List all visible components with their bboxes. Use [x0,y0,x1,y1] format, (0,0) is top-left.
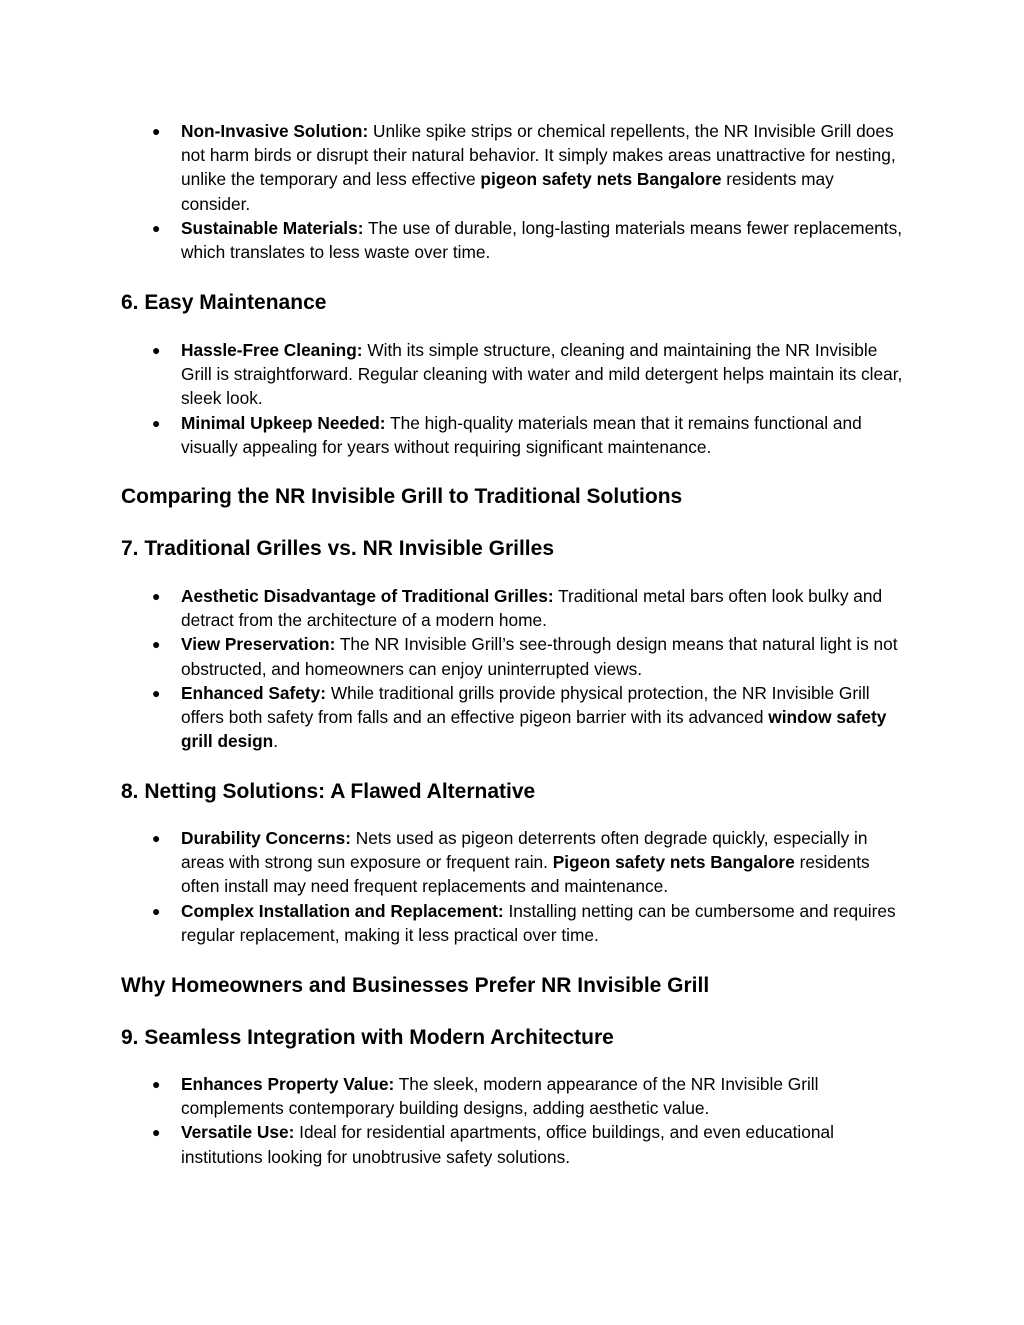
list-item-text: While traditional grills provide physical protection, the NR Invisible Grill offers both safety from falls and an effective pigeon barrier with its advanced [181,682,870,728]
list-item-label: Sustainable Materials: [181,217,364,238]
section-heading-easy-maintenance: 6. Easy Maintenance [121,291,327,314]
section-heading-netting: 8. Netting Solutions: A Flawed Alternative [121,780,536,803]
section-heading-why: Why Homeowners and Businesses Prefer NR Invisible Grill [121,974,710,997]
list-item [121,119,906,216]
list-item-text: The sleek, modern appearance of the NR Invisible Grill complements contemporary building designs, adding aesthetic value. [181,1074,819,1119]
list-item-text: The NR Invisible Grill’s see-through design means that natural light is not obstructed, and homeowners can enjoy uninterrupted views. [181,634,898,679]
list-item [121,216,906,264]
list-item-label: Aesthetic Disadvantage of Traditional Grilles: [181,586,554,606]
list-item-text: Nets used as pigeon deterrents often degrade quickly, especially in areas with strong sun exposure or frequent rain. [181,828,868,873]
intro-list-block [121,119,906,264]
section-heading-traditional: 7. Traditional Grilles vs. NR Invisible Grilles [121,537,554,560]
list-item-label: View Preservation: [181,634,336,655]
list-item [121,1120,906,1168]
bullet-list [121,826,906,947]
bullet-icon: ● [152,219,161,236]
bullet-icon: ● [152,1076,161,1092]
list-item-text: Traditional metal bars often look bulky and detract from the architecture of a modern home. [181,586,883,631]
list-item-label: Enhanced Safety: [181,682,327,703]
traditional-list-block [121,584,906,753]
list-item-text: The high-quality materials mean that it remains functional and visually appealing for years without requiring significant maintenance. [181,412,862,457]
list-item-text: . [273,731,278,752]
list-item-text: Installing netting can be cumbersome and requires regular replacement, making it less practical over time. [181,900,896,945]
list-item-label: Hassle-Free Cleaning: [181,340,363,360]
section-heading-comparing: Comparing the NR Invisible Grill to Traditional Solutions [121,485,683,508]
seamless-list-block [121,1072,906,1169]
list-item [121,338,906,411]
list-item-emphasis: window safety grill design [181,707,887,752]
list-item-label: Complex Installation and Replacement: [181,900,504,921]
list-item [121,1072,906,1120]
list-item [121,681,906,754]
bullet-icon: ● [152,342,161,358]
list-item-text: Ideal for residential apartments, office buildings, and even educational institutions looking for unobtrusive safety solutions. [181,1122,834,1167]
list-item [121,411,906,459]
bullet-list [121,119,906,264]
list-item-label: Non-Invasive Solution: [181,121,369,141]
list-item [121,632,906,680]
netting-list-block [121,826,906,947]
list-item-label: Minimal Upkeep Needed: [181,412,386,433]
bullet-list [121,338,906,459]
list-item-emphasis: pigeon safety nets Bangalore [480,169,722,190]
list-item-text: The use of durable, long-lasting materials means fewer replacements, which translates to less waste over time. [181,217,903,263]
easy-maintenance-list-block [121,338,906,459]
list-item-text: Unlike spike strips or chemical repellents, the NR Invisible Grill does not harm birds or disrupt their natural behavior. It simply makes areas unattractive for nesting, unlike the temporary and less effective [181,121,896,190]
list-item-label: Durability Concerns: [181,828,351,848]
list-item-label: Versatile Use: [181,1122,295,1143]
bullet-icon: ● [152,588,161,604]
bullet-icon: ● [152,902,161,919]
bullet-icon: ● [152,684,161,701]
bullet-icon: ● [152,636,161,653]
list-item [121,826,906,899]
list-item-text: residents may consider. [181,169,834,214]
bullet-list [121,1072,906,1169]
list-item-text: With its simple structure, cleaning and maintaining the NR Invisible Grill is straightforward. Regular cleaning with water and mild detergent helps maintain its clear, sleek look. [181,340,903,409]
bullet-icon: ● [152,414,161,431]
list-item [121,584,906,632]
list-item-emphasis: Pigeon safety nets Bangalore [552,852,795,873]
bullet-list [121,584,906,753]
list-item-label: Enhances Property Value: [181,1074,395,1094]
bullet-icon: ● [152,123,161,139]
list-item [121,899,906,947]
bullet-icon: ● [152,1124,161,1141]
bullet-icon: ● [152,830,161,846]
section-heading-seamless: 9. Seamless Integration with Modern Architecture [121,1026,614,1049]
list-item-text: residents often install may need frequent replacements and maintenance. [181,852,870,897]
